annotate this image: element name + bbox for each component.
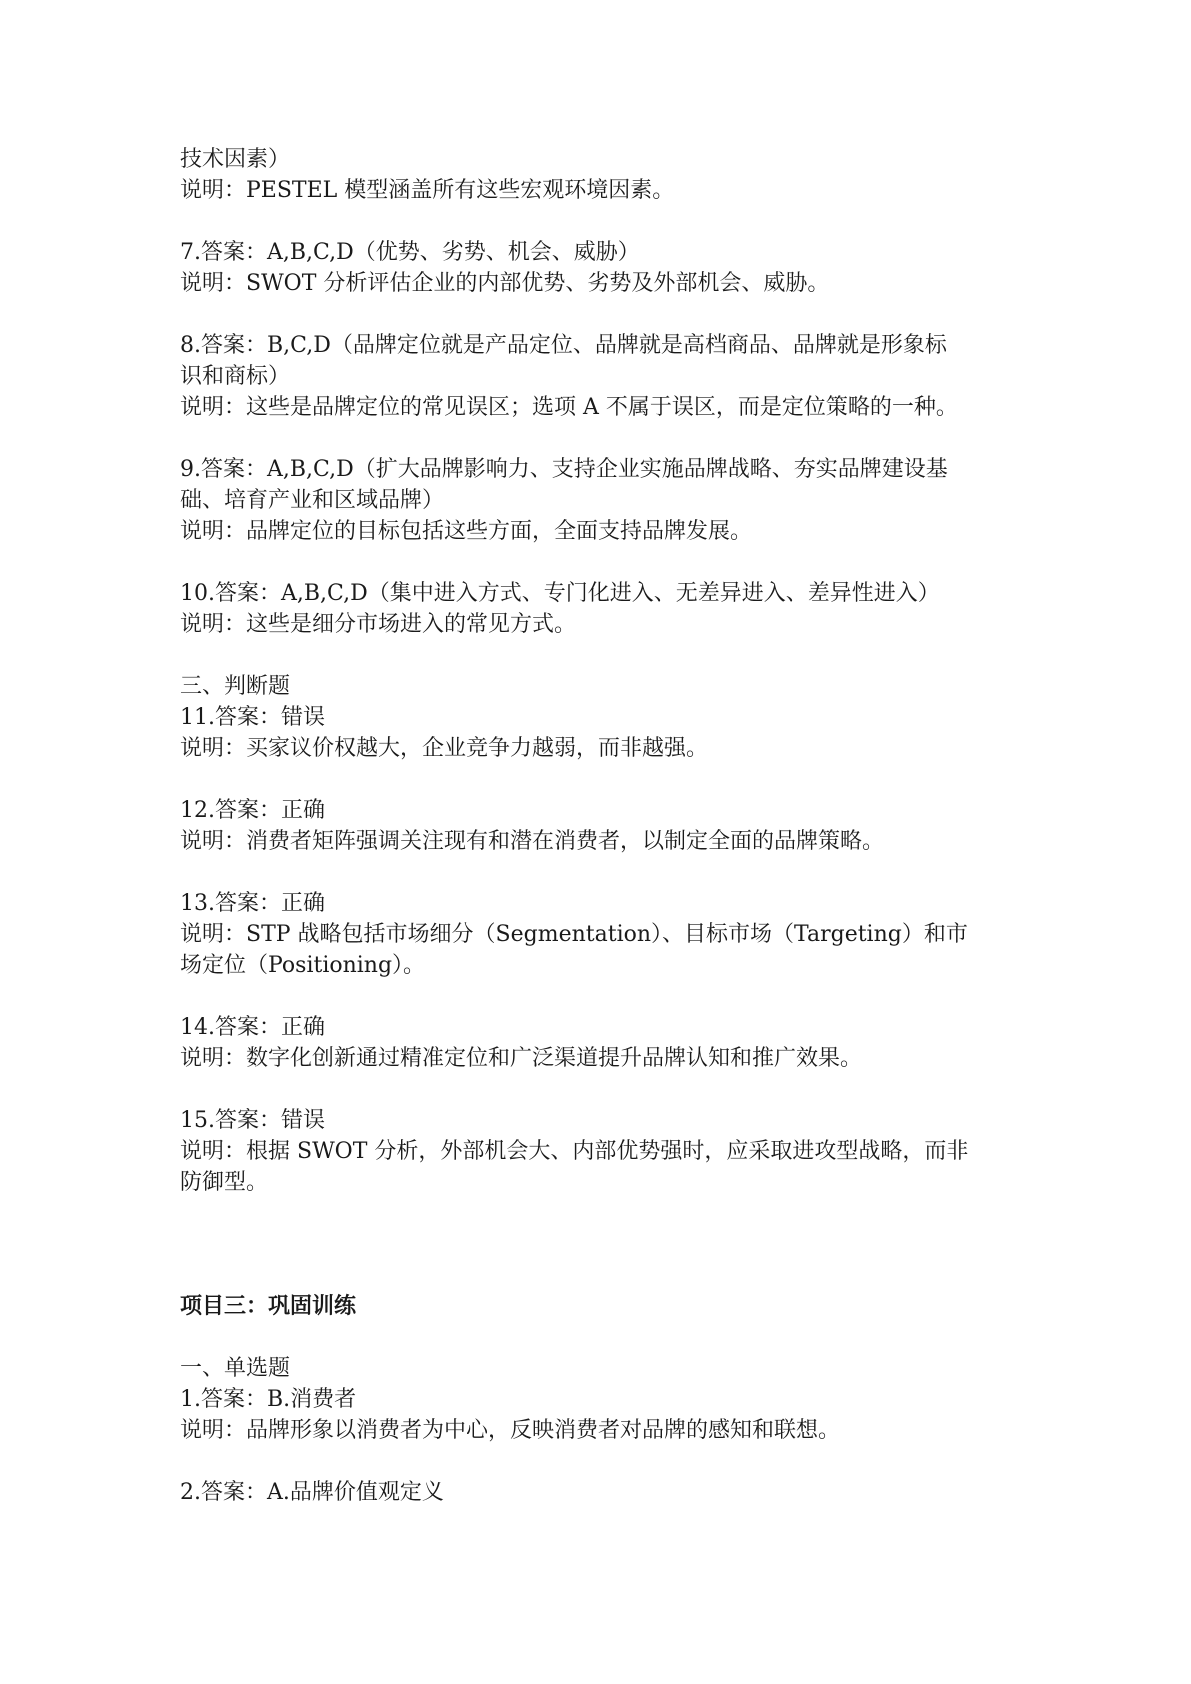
answer-item xyxy=(180,795,1040,857)
explanation-line: 说明：品牌定位的目标包括这些方面，全面支持品牌发展。 xyxy=(180,519,753,544)
answer-item xyxy=(180,1384,1040,1446)
answer-line: 15.答案：错误 xyxy=(180,1108,325,1133)
answer-line: 7.答案：A,B,C,D（优势、劣势、机会、威胁） xyxy=(180,240,640,265)
answer-item xyxy=(180,888,1040,981)
explanation-line: 场定位（Positioning）。 xyxy=(180,953,426,978)
answer-line: 14.答案：正确 xyxy=(180,1015,325,1040)
answer-item xyxy=(180,578,1040,640)
explanation-line: 说明：这些是细分市场进入的常见方式。 xyxy=(180,612,577,637)
answer-item xyxy=(180,237,1040,299)
answer-item xyxy=(180,1105,1040,1198)
single-choice-answers xyxy=(180,1384,1040,1508)
answer-item xyxy=(180,702,1040,764)
answer-line: 11.答案：错误 xyxy=(180,705,325,730)
multi-choice-answers xyxy=(180,206,1040,640)
project-heading: 项目三：巩固训练 xyxy=(180,1294,357,1319)
explanation-line: 说明：这些是品牌定位的常见误区；选项 A 不属于误区，而是定位策略的一种。 xyxy=(180,395,958,420)
answer-line: 8.答案：B,C,D（品牌定位就是产品定位、品牌就是高档商品、品牌就是形象标 xyxy=(180,333,947,358)
explanation-line: 说明：根据 SWOT 分析，外部机会大、内部优势强时，应采取进攻型战略，而非 xyxy=(180,1139,969,1164)
answer-item xyxy=(180,1477,1040,1508)
explanation-line: 说明：买家议价权越大，企业竞争力越弱，而非越强。 xyxy=(180,736,709,761)
intro-tail: 技术因素） xyxy=(180,147,291,172)
answer-line: 1.答案：B.消费者 xyxy=(180,1387,357,1412)
answer-line: 10.答案：A,B,C,D（集中进入方式、专门化进入、无差异进入、差异性进入） xyxy=(180,581,940,606)
explanation-line: 说明：品牌形象以消费者为中心，反映消费者对品牌的感知和联想。 xyxy=(180,1418,841,1443)
answer-item xyxy=(180,330,1040,423)
explanation-line: 说明：STP 战略包括市场细分（Segmentation）、目标市场（Targeting）和市 xyxy=(180,922,968,947)
answer-item xyxy=(180,1012,1040,1074)
answer-line: 2.答案：A.品牌价值观定义 xyxy=(180,1480,444,1505)
explanation-line: 说明：消费者矩阵强调关注现有和潜在消费者，以制定全面的品牌策略。 xyxy=(180,829,885,854)
answer-line: 13.答案：正确 xyxy=(180,891,325,916)
answer-line: 12.答案：正确 xyxy=(180,798,325,823)
answer-item xyxy=(180,454,1040,547)
explanation-line: 说明：SWOT 分析评估企业的内部优势、劣势及外部机会、威胁。 xyxy=(180,271,830,296)
answer-line: 础、培育产业和区域品牌） xyxy=(180,488,445,513)
explanation-line: 说明：数字化创新通过精准定位和广泛渠道提升品牌认知和推广效果。 xyxy=(180,1046,863,1071)
answer-line: 识和商标） xyxy=(180,364,291,389)
explanation-line: 防御型。 xyxy=(180,1170,269,1195)
judge-section-title: 三、判断题 xyxy=(180,674,291,699)
intro-note: 说明：PESTEL 模型涵盖所有这些宏观环境因素。 xyxy=(180,178,675,203)
single-section-title: 一、单选题 xyxy=(180,1356,291,1381)
page-content xyxy=(180,144,1040,1508)
judge-answers xyxy=(180,702,1040,1198)
answer-line: 9.答案：A,B,C,D（扩大品牌影响力、支持企业实施品牌战略、夯实品牌建设基 xyxy=(180,457,948,482)
